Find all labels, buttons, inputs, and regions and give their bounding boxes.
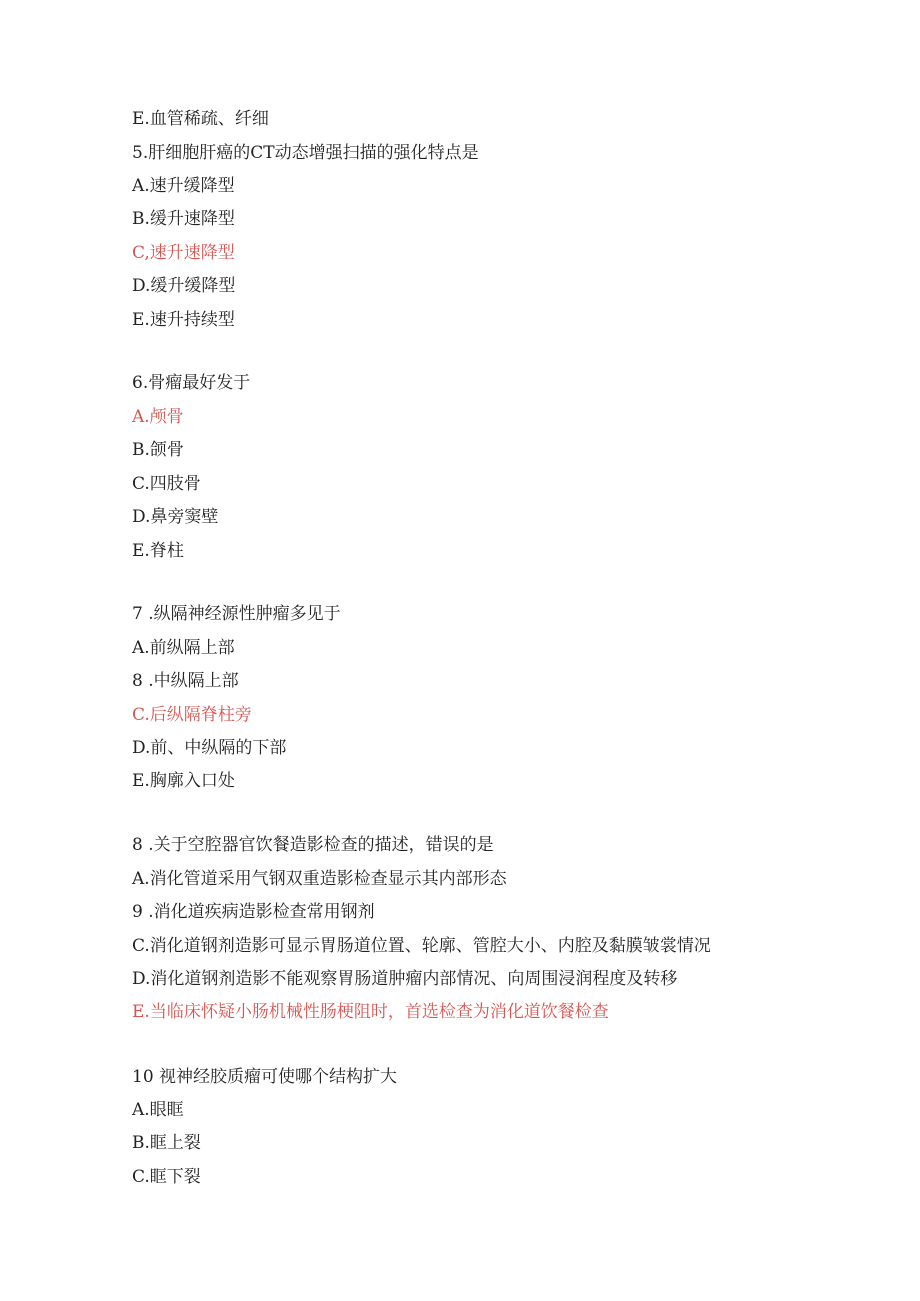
question-6: 6.骨瘤最好发于	[132, 373, 251, 393]
answer-c-q7: C.后纵隔脊柱旁	[132, 705, 252, 725]
option-b-q5: B.缓升速降型	[132, 209, 235, 229]
option-e-q4: E.血管稀疏、纤细	[132, 109, 269, 129]
option-b-q6: B.颌骨	[132, 440, 184, 460]
option-b-q8: 9 .消化道疾病造影检查常用钢剂	[132, 902, 375, 922]
question-5: 5.肝细胞肝癌的CT动态增强扫描的强化特点是	[132, 143, 479, 163]
option-d-q6: D.鼻旁窦壁	[132, 507, 219, 527]
option-a-q8: A.消化管道采用气钢双重造影检查显示其内部形态	[132, 869, 507, 889]
option-d-q5: D.缓升缓降型	[132, 276, 236, 296]
option-d-q7: D.前、中纵隔的下部	[132, 738, 287, 758]
answer-e-q8: E.当临床怀疑小肠机械性肠梗阻时，首选检查为消化道饮餐检查	[132, 1002, 609, 1022]
option-e-q5: E.速升持续型	[132, 310, 235, 330]
option-c-q6: C.四肢骨	[132, 474, 201, 494]
option-b-q10: B.眶上裂	[132, 1133, 201, 1153]
question-8: 8 .关于空腔器官饮餐造影检查的描述，错误的是	[132, 835, 494, 855]
option-a-q7: A.前纵隔上部	[132, 638, 235, 658]
question-7: 7 .纵隔神经源性肿瘤多见于	[132, 604, 341, 624]
option-d-q8: D.消化道钢剂造影不能观察胃肠道肿瘤内部情况、向周围浸润程度及转移	[132, 969, 678, 989]
option-e-q6: E.脊柱	[132, 541, 184, 561]
option-b-q7: 8 .中纵隔上部	[132, 671, 239, 691]
option-e-q7: E.胸廓入口处	[132, 771, 235, 791]
option-a-q10: A.眼眶	[132, 1100, 184, 1120]
answer-c-q5: C,速升速降型	[132, 243, 235, 263]
option-a-q5: A.速升缓降型	[132, 176, 235, 196]
answer-a-q6: A.颅骨	[132, 407, 184, 427]
option-c-q8: C.消化道钢剂造影可显示胃肠道位置、轮廓、管腔大小、内腔及黏膜皱裳情况	[132, 936, 711, 956]
question-10: 10 视神经胶质瘤可使哪个结构扩大	[132, 1067, 398, 1087]
option-c-q10: C.眶下裂	[132, 1167, 201, 1187]
